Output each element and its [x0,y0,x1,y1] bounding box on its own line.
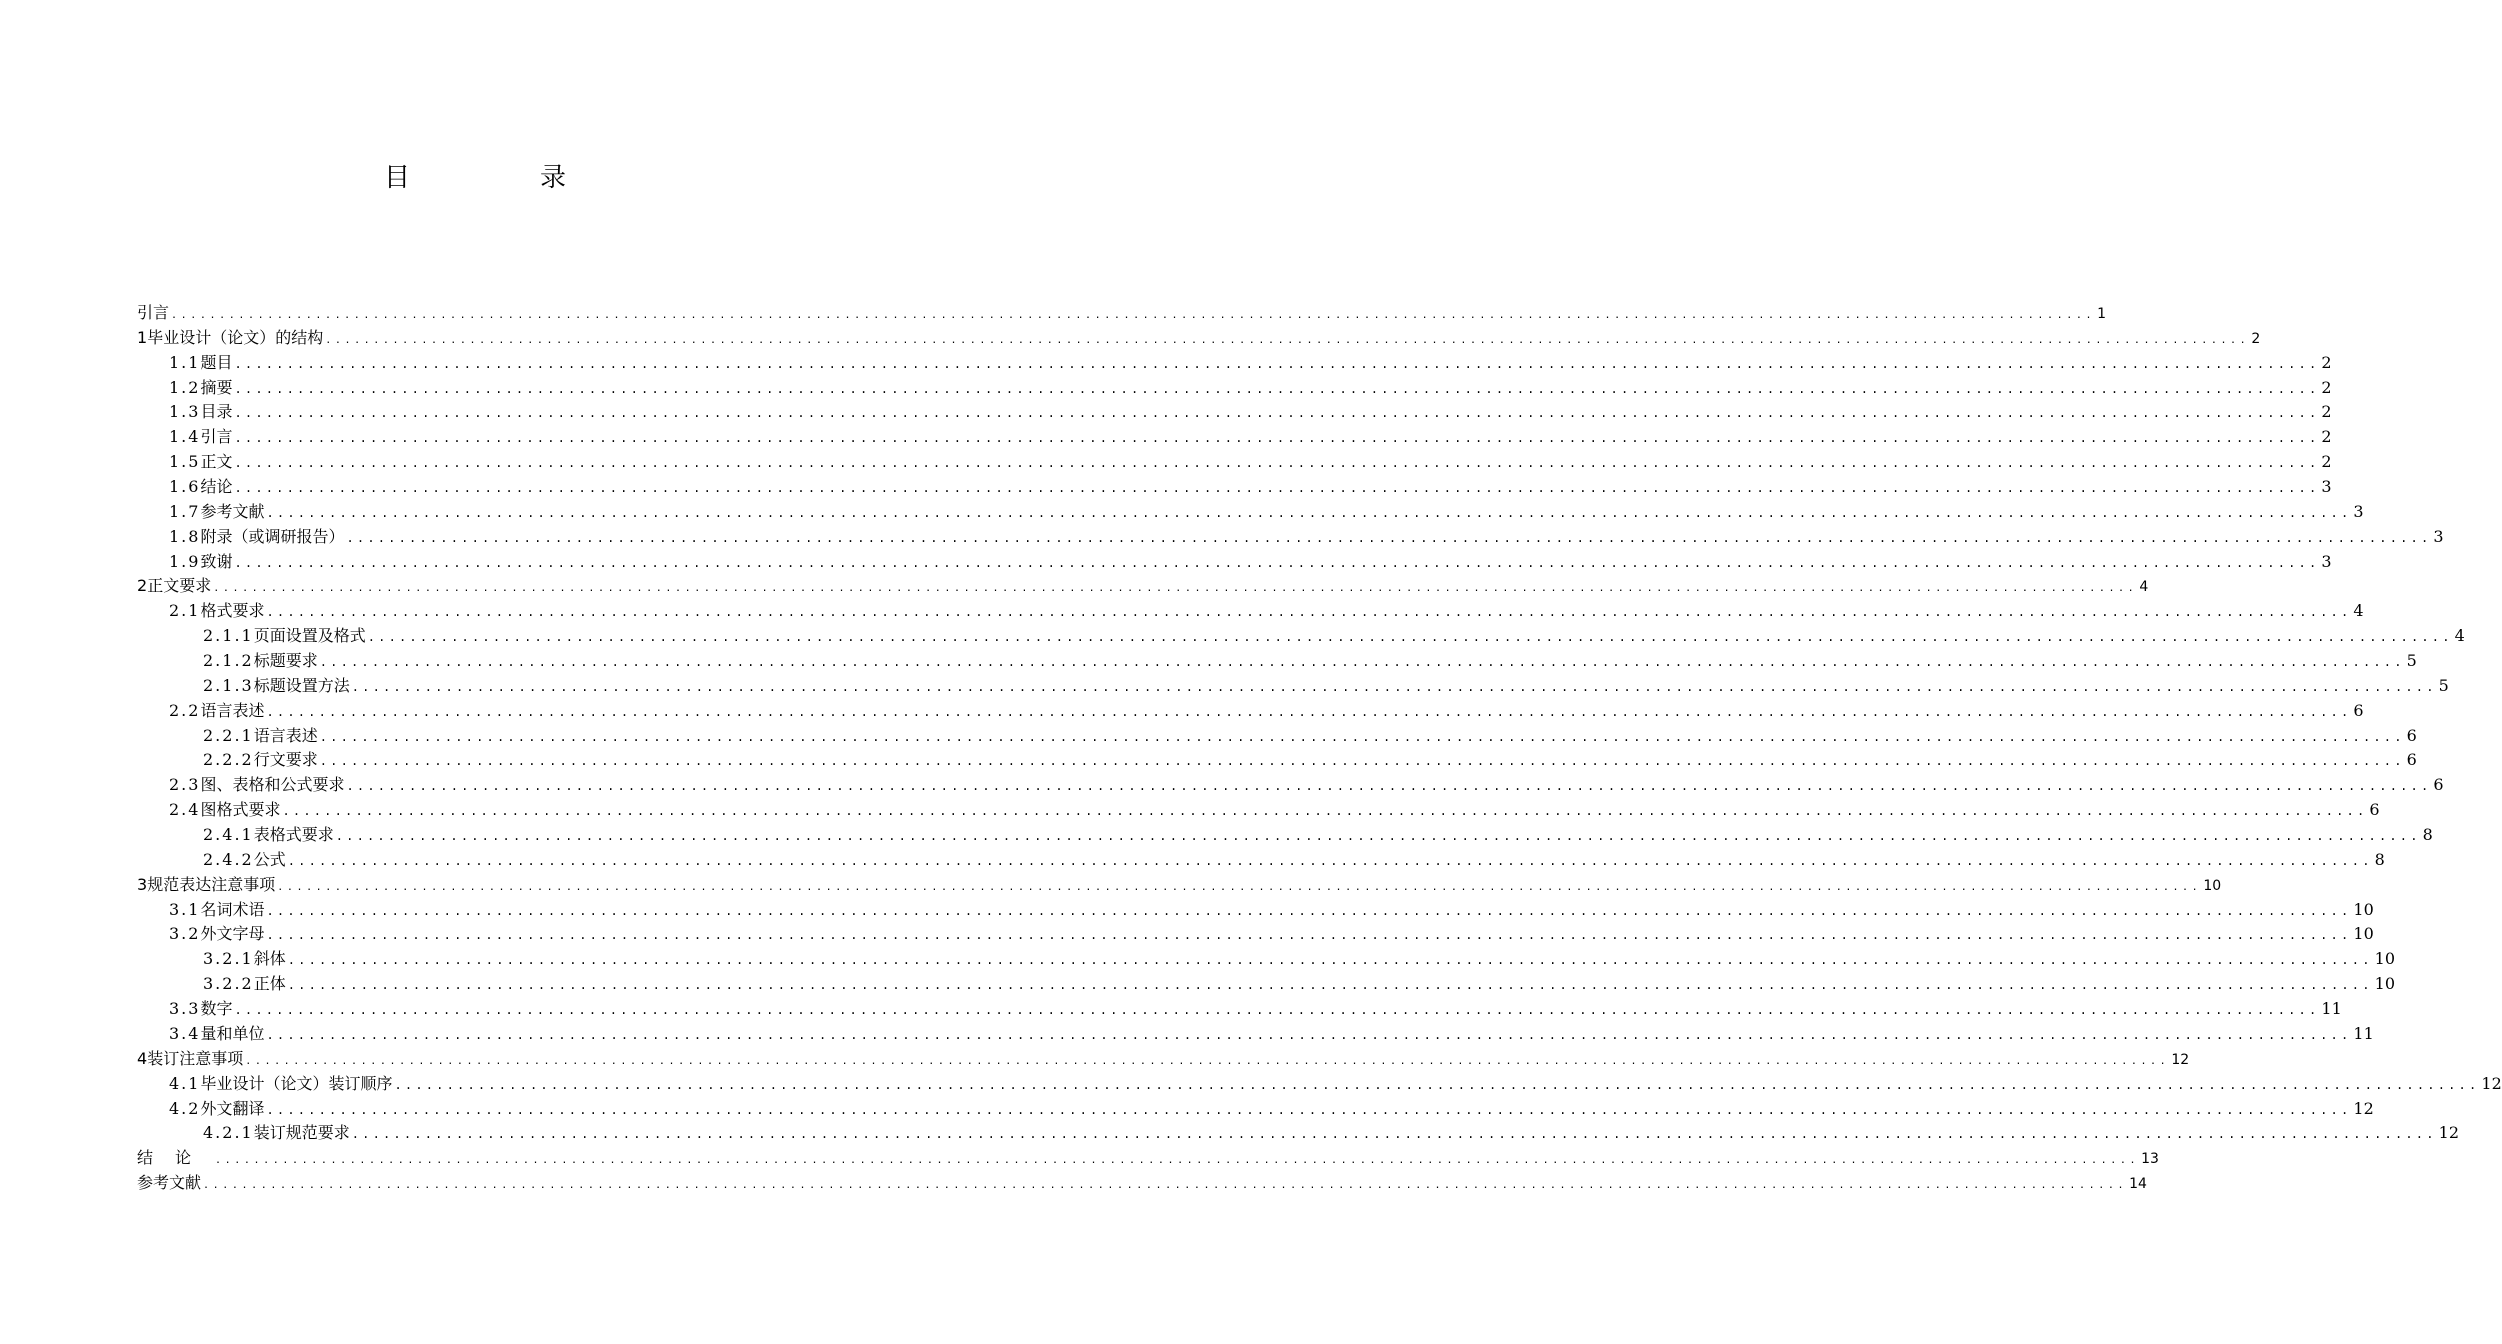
toc-dot-leader: ........................................................................................................................................................................................................ [234,356,2320,371]
toc-entry-page: 13 [2141,1151,2159,1168]
toc-entry-page: 10 [2203,877,2222,894]
toc-dot-leader: ........................................................................................................................................................................................................ [234,1003,2320,1018]
toc-entry-page: 2 [2321,352,2332,372]
toc-entry-page: 12 [2171,1051,2190,1068]
toc-entry[interactable] [137,972,2396,997]
toc-entry-title: 语言表述 [200,700,265,720]
toc-dot-leader: ........................................................................................................................................................................................................ [394,1077,2480,1092]
toc-entry-number: 1.4 [169,427,201,447]
toc-dot-leader: ........................................................................................................................................................................................................ [346,530,2432,545]
toc-entry[interactable] [137,326,2261,351]
toc-entry-number: 1 [137,327,148,347]
toc-entry-title: 结论 [137,1148,214,1168]
toc-entry-page: 10 [2374,974,2396,994]
toc-entry-page: 3 [2321,477,2332,497]
toc-entry[interactable] [137,1171,2147,1196]
toc-entry-number: 2.1 [169,601,201,621]
toc-dot-leader: ........................................................................................................................................................................................................ [319,655,2405,670]
table-of-contents [137,301,2502,1196]
toc-entry-title: 行文要求 [253,750,318,770]
toc-dot-leader: ........................................................................................................................................................................................................ [266,605,2352,620]
toc-entry-title: 引言 [137,303,170,322]
toc-entry[interactable] [137,599,2364,624]
toc-entry[interactable] [137,699,2364,724]
toc-dot-leader: ........................................................................................................................................................................................................ [215,1155,2140,1167]
toc-entry-number: 3.2.2 [203,974,254,994]
toc-entry[interactable] [137,351,2332,376]
toc-entry-title: 格式要求 [200,601,265,621]
toc-entry-title: 页面设置及格式 [253,626,366,646]
toc-dot-leader: ........................................................................................................................................................................................................ [319,729,2405,744]
toc-entry-title: 外文字母 [200,924,265,944]
toc-entry-page: 6 [2433,775,2444,795]
toc-entry-title: 摘要 [200,377,233,397]
toc-entry[interactable] [137,1047,2190,1072]
toc-entry-page: 3 [2353,501,2364,521]
toc-entry[interactable] [137,1097,2374,1122]
toc-entry-title: 正体 [253,974,286,994]
toc-entry[interactable] [137,674,2449,699]
toc-entry-page: 14 [2129,1176,2147,1193]
toc-entry-number: 2 [137,576,148,596]
toc-entry-number: 2.2.2 [203,750,254,770]
toc-entry-number: 1.8 [169,526,201,546]
toc-entry-title: 引言 [200,427,233,447]
toc-dot-leader: ........................................................................................................................................................................................................ [213,583,2138,595]
toc-entry[interactable] [137,376,2332,401]
toc-dot-leader: ........................................................................................................................................................................................................ [367,630,2453,645]
toc-entry[interactable] [137,873,2222,898]
toc-entry[interactable] [137,773,2444,798]
toc-entry-number: 3.1 [169,899,201,919]
toc-entry-number: 1.1 [169,352,201,372]
toc-dot-leader: ........................................................................................................................................................................................................ [266,505,2352,520]
toc-dot-leader: ........................................................................................................................................................................................................ [287,953,2373,968]
toc-dot-leader: ........................................................................................................................................................................................................ [351,679,2437,694]
toc-entry-number: 1.9 [169,551,201,571]
toc-entry-number: 4.2.1 [203,1123,254,1143]
toc-dot-leader: ........................................................................................................................................................................................................ [266,903,2352,918]
toc-entry[interactable] [137,748,2417,773]
toc-entry[interactable] [137,574,2149,599]
toc-dot-leader: ........................................................................................................................................................................................................ [266,1102,2352,1117]
toc-entry-page: 6 [2353,700,2364,720]
toc-entry-title: 规范表达注意事项 [147,874,276,894]
toc-entry-page: 12 [2353,1098,2374,1118]
toc-entry[interactable] [137,997,2342,1022]
toc-entry-title: 附录（或调研报告） [200,526,345,546]
toc-entry-page: 11 [2321,999,2342,1019]
toc-entry[interactable] [137,898,2374,923]
toc-dot-leader: ........................................................................................................................................................................................................ [351,1127,2437,1142]
toc-dot-leader: ........................................................................................................................................................................................................ [335,829,2421,844]
toc-entry-title: 斜体 [253,949,286,969]
toc-entry[interactable] [137,525,2444,550]
toc-entry-title: 表格式要求 [253,825,334,845]
toc-dot-leader: ........................................................................................................................................................................................................ [282,804,2368,819]
toc-entry-number: 2.2.1 [203,725,254,745]
toc-dot-leader: ........................................................................................................................................................................................................ [319,754,2405,769]
toc-entry-number: 2.1.1 [203,626,254,646]
toc-entry-title: 标题要求 [253,651,318,671]
toc-dot-leader: ........................................................................................................................................................................................................ [203,1180,2128,1192]
toc-dot-leader: ........................................................................................................................................................................................................ [287,853,2373,868]
toc-entry[interactable] [137,425,2332,450]
toc-entry-page: 6 [2406,750,2417,770]
toc-entry-page: 3 [2433,526,2444,546]
toc-dot-leader: ........................................................................................................................................................................................................ [287,978,2373,993]
toc-entry-title: 装订注意事项 [147,1048,244,1068]
toc-entry[interactable] [137,947,2396,972]
toc-entry-page: 5 [2438,675,2449,695]
toc-entry-title: 题目 [200,352,233,372]
toc-entry-title: 参考文献 [200,501,265,521]
toc-dot-leader: ........................................................................................................................................................................................................ [234,555,2320,570]
toc-entry-title: 正文 [200,452,233,472]
toc-entry[interactable] [137,1121,2460,1146]
toc-entry-page: 4 [2454,626,2465,646]
toc-entry[interactable] [137,624,2465,649]
toc-entry-page: 2 [2321,377,2332,397]
toc-entry-title: 参考文献 [137,1173,202,1193]
toc-entry[interactable] [137,301,2107,326]
toc-entry-number: 1.6 [169,477,201,497]
toc-entry-page: 10 [2374,949,2396,969]
toc-entry-page: 10 [2353,924,2374,944]
toc-entry-page: 10 [2353,899,2374,919]
toc-dot-leader: ........................................................................................................................................................................................................ [325,334,2250,346]
toc-entry[interactable] [137,823,2433,848]
toc-entry-title: 量和单位 [200,1023,265,1043]
toc-entry-page: 6 [2369,800,2380,820]
toc-entry-number: 2.4.1 [203,825,254,845]
toc-entry-page: 2 [2321,452,2332,472]
toc-dot-leader: ........................................................................................................................................................................................................ [266,1027,2352,1042]
toc-entry-page: 12 [2438,1123,2460,1143]
toc-dot-leader: ........................................................................................................................................................................................................ [234,456,2320,471]
toc-entry-number: 2.1.3 [203,675,254,695]
toc-entry-number: 3.2.1 [203,949,254,969]
toc-entry-title: 结论 [200,477,233,497]
toc-entry-number: 2.4.2 [203,849,254,869]
toc-entry-number: 2.4 [169,800,201,820]
toc-entry-page: 8 [2422,825,2433,845]
toc-entry-number: 3.3 [169,999,201,1019]
toc-entry-title: 正文要求 [147,576,212,596]
toc-entry[interactable] [137,848,2385,873]
toc-entry-number: 4 [137,1048,148,1068]
toc-dot-leader: ........................................................................................................................................................................................................ [277,881,2202,893]
toc-entry-title: 毕业设计（论文）装订顺序 [200,1073,393,1093]
toc-entry[interactable] [137,500,2364,525]
toc-entry-title: 标题设置方法 [253,675,350,695]
toc-entry[interactable] [137,922,2374,947]
toc-entry-page: 2 [2321,402,2332,422]
toc-entry-page: 2 [2321,427,2332,447]
toc-entry-title: 装订规范要求 [253,1123,350,1143]
toc-entry-number: 2.1.2 [203,651,254,671]
toc-entry-number: 1.5 [169,452,201,472]
page-title: 目 录 [383,163,618,193]
toc-entry-title: 公式 [253,849,286,869]
toc-entry-page: 12 [2481,1073,2502,1093]
toc-entry-title: 外文翻译 [200,1098,265,1118]
toc-entry-page: 5 [2406,651,2417,671]
toc-entry[interactable] [137,1146,2159,1171]
toc-entry[interactable] [137,475,2332,500]
toc-entry-title: 图、表格和公式要求 [200,775,345,795]
toc-dot-leader: ........................................................................................................................................................................................................ [234,431,2320,446]
toc-entry-page: 3 [2321,551,2332,571]
toc-entry-page: 4 [2353,601,2364,621]
toc-entry-number: 2.2 [169,700,201,720]
toc-entry[interactable] [137,450,2332,475]
toc-entry-title: 目录 [200,402,233,422]
toc-entry-number: 3.4 [169,1023,201,1043]
toc-entry[interactable] [137,1072,2502,1097]
toc-entry-page: 1 [2097,306,2107,322]
toc-entry-title: 毕业设计（论文）的结构 [147,327,324,347]
toc-entry-title: 名词术语 [200,899,265,919]
toc-entry-title: 致谢 [200,551,233,571]
toc-entry-number: 3.2 [169,924,201,944]
toc-entry-title: 语言表述 [253,725,318,745]
toc-entry[interactable] [137,724,2417,749]
toc-dot-leader: ........................................................................................................................................................................................................ [245,1055,2170,1067]
toc-entry-page: 8 [2374,849,2385,869]
toc-entry-number: 1.3 [169,402,201,422]
toc-entry[interactable] [137,798,2380,823]
toc-entry-page: 4 [2139,579,2149,596]
toc-entry[interactable] [137,400,2332,425]
toc-entry-number: 1.2 [169,377,201,397]
toc-entry-title: 图格式要求 [200,800,281,820]
toc-entry-title: 数字 [200,999,233,1019]
toc-entry-number: 4.1 [169,1073,201,1093]
toc-dot-leader: ........................................................................................................................................................................................................ [266,704,2352,719]
toc-dot-leader: ........................................................................................................................................................................................................ [234,381,2320,396]
toc-entry-number: 3 [137,874,148,894]
toc-entry[interactable] [137,1022,2374,1047]
toc-entry-page: 6 [2406,725,2417,745]
toc-dot-leader: ........................................................................................................................................................................................................ [234,406,2320,421]
toc-dot-leader: ........................................................................................................................................................................................................ [171,310,2096,321]
toc-entry[interactable] [137,649,2417,674]
toc-entry-page: 2 [2251,330,2261,347]
toc-dot-leader: ........................................................................................................................................................................................................ [266,928,2352,943]
toc-entry-number: 2.3 [169,775,201,795]
toc-entry[interactable] [137,550,2332,575]
toc-dot-leader: ........................................................................................................................................................................................................ [346,779,2432,794]
toc-entry-number: 4.2 [169,1098,201,1118]
toc-entry-number: 1.7 [169,501,201,521]
toc-dot-leader: ........................................................................................................................................................................................................ [234,481,2320,496]
toc-entry-page: 11 [2353,1023,2374,1043]
